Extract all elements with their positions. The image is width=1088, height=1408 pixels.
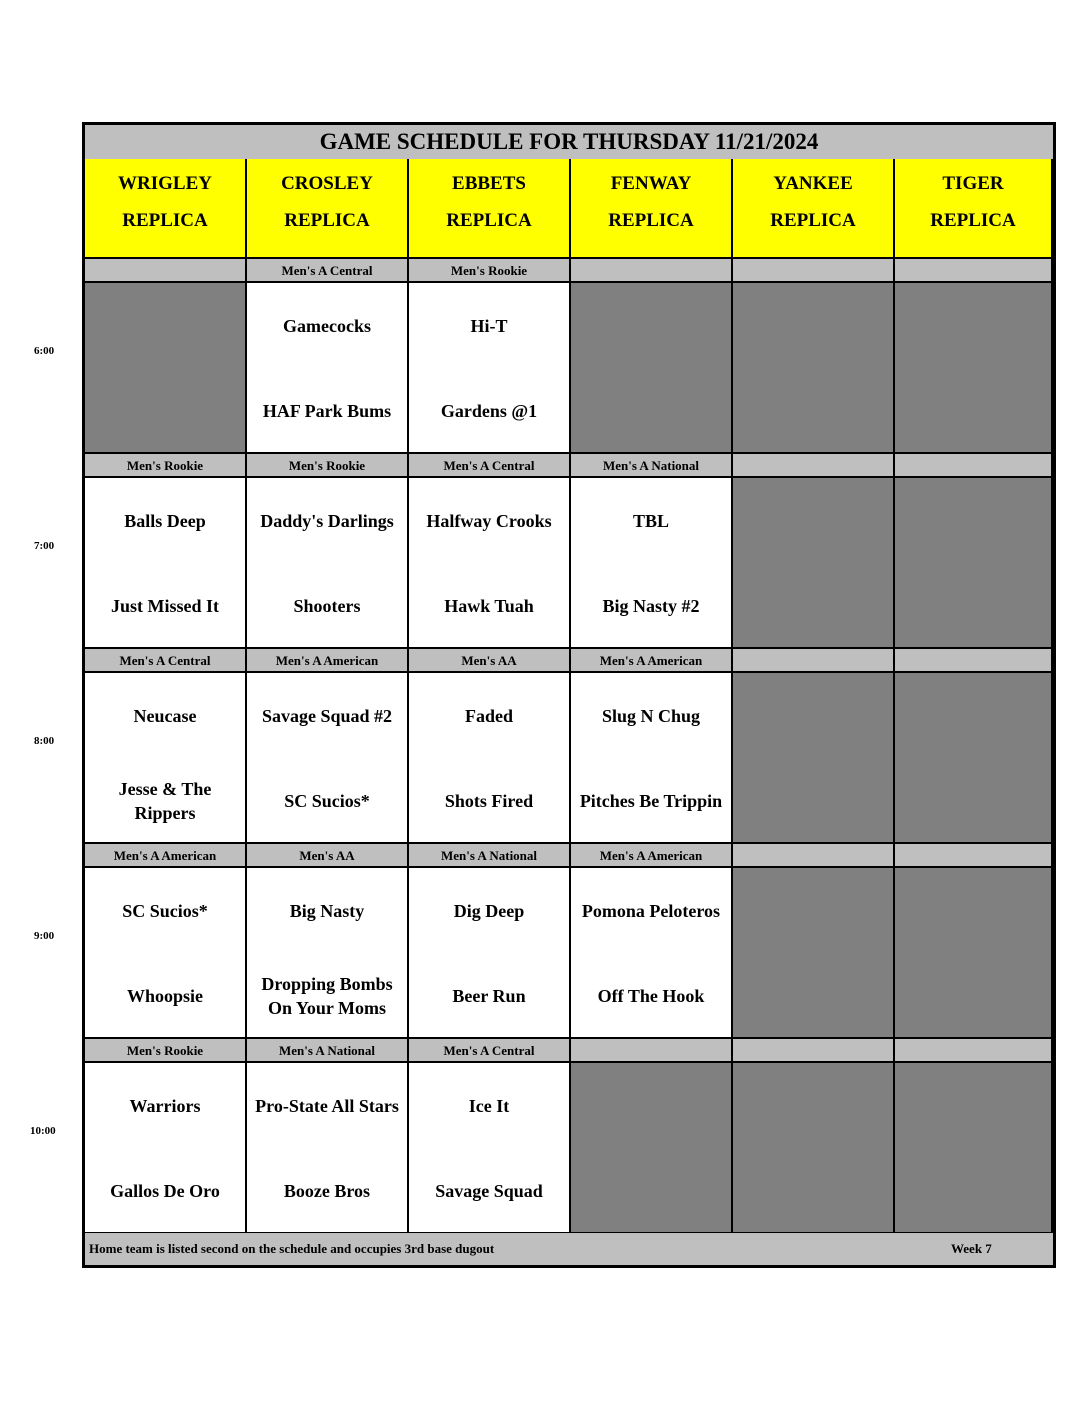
- empty-slot: [733, 478, 895, 649]
- game-cell: [409, 478, 571, 649]
- division-label: [733, 259, 895, 283]
- venue-name: EBBETS: [452, 173, 526, 194]
- away-team: Neucase: [133, 706, 197, 726]
- away-team: Savage Squad #2: [261, 706, 393, 726]
- game-cell: [247, 1063, 409, 1234]
- home-team: Shots Fired: [444, 791, 534, 811]
- home-team: Pitches Be Trippin: [579, 791, 723, 811]
- division-label: Men's A National: [409, 844, 571, 868]
- away-team: Balls Deep: [124, 511, 206, 531]
- home-team: Savage Squad: [435, 1181, 543, 1201]
- venue-header: [733, 159, 895, 259]
- division-label: [895, 844, 1053, 868]
- division-label: [895, 454, 1053, 478]
- game-cell: [247, 283, 409, 454]
- home-team: Jesse & The Rippers: [118, 779, 212, 823]
- venue-name: YANKEE: [773, 173, 853, 194]
- division-label: [895, 259, 1053, 283]
- division-label: Men's AA: [409, 649, 571, 673]
- game-cell: [247, 868, 409, 1039]
- venue-header: [571, 159, 733, 259]
- empty-slot: [895, 1063, 1053, 1234]
- game-cell: [85, 868, 247, 1039]
- division-label: Men's AA: [247, 844, 409, 868]
- division-label: [733, 649, 895, 673]
- empty-slot: [733, 868, 895, 1039]
- week-label: Week 7: [951, 1241, 992, 1256]
- away-team: Hi-T: [470, 316, 508, 336]
- division-label: Men's Rookie: [85, 454, 247, 478]
- venue-header: [247, 159, 409, 259]
- division-label: [895, 1039, 1053, 1063]
- game-cell: [571, 673, 733, 844]
- game-cell: [409, 868, 571, 1039]
- division-label: Men's A American: [247, 649, 409, 673]
- venue-name: FENWAY: [610, 173, 692, 194]
- venue-sub: REPLICA: [284, 210, 370, 231]
- home-team: Whoopsie: [126, 986, 204, 1006]
- venue-name: WRIGLEY: [118, 173, 212, 194]
- division-label: [85, 259, 247, 283]
- home-team: Booze Bros: [283, 1181, 371, 1201]
- away-team: Warriors: [129, 1096, 201, 1116]
- venue-header: [895, 159, 1053, 259]
- game-cell: [247, 673, 409, 844]
- division-label: Men's A American: [571, 844, 733, 868]
- away-team: Big Nasty: [289, 901, 365, 921]
- game-cell: [247, 478, 409, 649]
- home-team: Beer Run: [452, 986, 526, 1006]
- away-team: Pro-State All Stars: [255, 1096, 399, 1116]
- home-team: Hawk Tuah: [444, 596, 534, 616]
- empty-slot: [895, 673, 1053, 844]
- division-label: Men's Rookie: [409, 259, 571, 283]
- division-label: Men's Rookie: [85, 1039, 247, 1063]
- home-team: Gardens @1: [440, 401, 538, 421]
- division-label: [571, 259, 733, 283]
- away-team: Slug N Chug: [601, 706, 701, 726]
- away-team: Halfway Crooks: [426, 511, 552, 531]
- schedule-title: GAME SCHEDULE FOR THURSDAY 11/21/2024: [85, 125, 1053, 161]
- empty-slot: [733, 283, 895, 454]
- division-label: Men's A Central: [247, 259, 409, 283]
- division-label: Men's A National: [571, 454, 733, 478]
- empty-slot: [895, 478, 1053, 649]
- game-cell: [85, 673, 247, 844]
- division-label: [733, 454, 895, 478]
- venue-sub: REPLICA: [608, 210, 694, 231]
- venue-name: CROSLEY: [281, 173, 373, 194]
- away-team: Ice It: [468, 1096, 510, 1116]
- away-team: Daddy's Darlings: [260, 511, 394, 531]
- game-cell: [571, 478, 733, 649]
- division-label: [571, 1039, 733, 1063]
- empty-slot: [733, 1063, 895, 1234]
- empty-slot: [895, 868, 1053, 1039]
- venue-sub: REPLICA: [122, 210, 208, 231]
- division-label: [733, 844, 895, 868]
- time-label: 10:00: [30, 1125, 56, 1137]
- time-label: 8:00: [34, 735, 55, 747]
- division-label: Men's A Central: [85, 649, 247, 673]
- venue-name: TIGER: [942, 173, 1004, 194]
- division-label: Men's Rookie: [247, 454, 409, 478]
- home-team: Dropping Bombs On Your Moms: [261, 974, 393, 1018]
- division-label: [733, 1039, 895, 1063]
- venue-sub: REPLICA: [446, 210, 532, 231]
- empty-slot: [895, 283, 1053, 454]
- away-team: Gamecocks: [283, 316, 371, 336]
- venue-sub: REPLICA: [930, 210, 1016, 231]
- time-label: 9:00: [34, 930, 55, 942]
- away-team: SC Sucios*: [122, 901, 208, 921]
- empty-slot: [85, 283, 247, 454]
- away-team: Dig Deep: [453, 901, 525, 921]
- division-label: Men's A Central: [409, 454, 571, 478]
- division-label: Men's A American: [571, 649, 733, 673]
- home-team: HAF Park Bums: [262, 401, 392, 421]
- venue-sub: REPLICA: [770, 210, 856, 231]
- away-team: TBL: [632, 511, 670, 531]
- game-cell: [85, 478, 247, 649]
- empty-slot: [571, 1063, 733, 1234]
- home-team: Big Nasty #2: [602, 596, 700, 616]
- division-label: Men's A National: [247, 1039, 409, 1063]
- schedule-table: [82, 122, 1056, 1268]
- home-team: Gallos De Oro: [110, 1181, 220, 1201]
- footer-note: Home team is listed second on the schedule and occupies 3rd base dugout: [89, 1241, 495, 1256]
- schedule-footer: [85, 1233, 1053, 1265]
- time-label: 6:00: [34, 345, 55, 357]
- empty-slot: [733, 673, 895, 844]
- empty-slot: [571, 283, 733, 454]
- game-cell: [409, 673, 571, 844]
- venue-header: [409, 159, 571, 259]
- game-cell: [85, 1063, 247, 1234]
- game-cell: [571, 868, 733, 1039]
- game-cell: [409, 1063, 571, 1234]
- away-team: Pomona Peloteros: [581, 901, 721, 921]
- away-team: Faded: [464, 706, 513, 726]
- game-cell: [409, 283, 571, 454]
- division-label: Men's A American: [85, 844, 247, 868]
- home-team: SC Sucios*: [284, 791, 370, 811]
- home-team: Off The Hook: [597, 986, 705, 1006]
- home-team: Shooters: [293, 596, 361, 616]
- division-label: [895, 649, 1053, 673]
- venue-header: [85, 159, 247, 259]
- time-label: 7:00: [34, 540, 55, 552]
- home-team: Just Missed It: [110, 596, 219, 616]
- division-label: Men's A Central: [409, 1039, 571, 1063]
